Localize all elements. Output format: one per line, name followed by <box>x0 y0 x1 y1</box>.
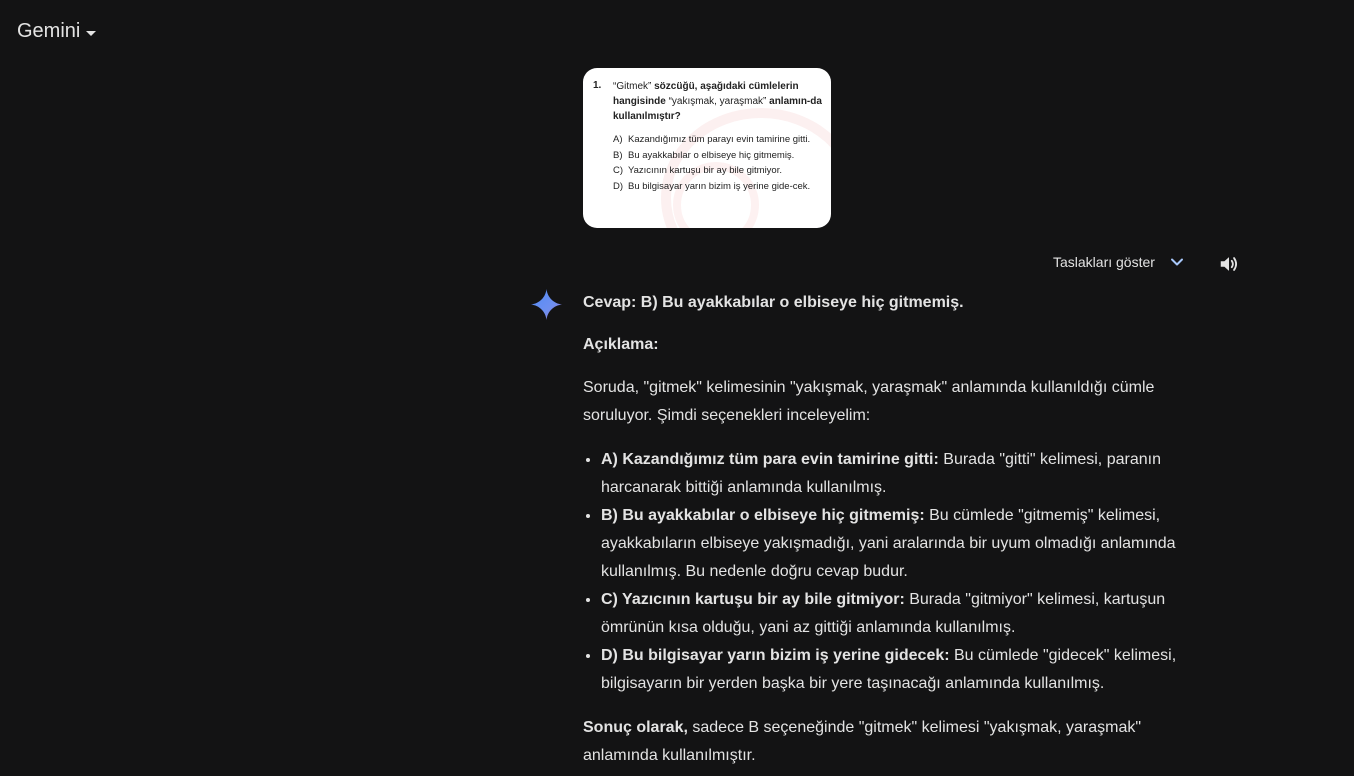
intro-paragraph: Soruda, "gitmek" kelimesinin "yakışmak, yaraşmak" anlamında kullanıldığı cümle soruluyor. Şimdi seçenekleri inceleyelim: <box>583 379 1155 424</box>
question-number: 1. <box>593 80 602 91</box>
list-item: • C) Yazıcının kartuşu bir ay bile gitmiyor: Burada "gitmiyor" kelimesi, kartuşun ömrünün kısa olduğu, yani az gittiği anlamında kullanılmış. <box>601 586 1203 642</box>
uploaded-image[interactable] <box>583 68 831 228</box>
question-text: “Gitmek” sözcüğü, aşağıdaki cümlelerin hangisinde “yakışmak, yaraşmak” anlamın-da kullanılmıştır? <box>613 81 822 122</box>
response-body <box>583 290 1203 770</box>
list-item: • A) Kazandığımız tüm para evin tamirine gitti: Burada "gitti" kelimesi, paranın harcanarak bittiği anlamında kullanılmış. <box>601 446 1203 502</box>
answer-heading: Cevap: B) Bu ayakkabılar o elbiseye hiç gitmemiş. <box>583 294 964 311</box>
list-item: • D) Bu bilgisayar yarın bizim iş yerine gidecek: Bu cümlede "gidecek" kelimesi, bilgisayarın bir yerden başka bir yere taşınacağı anlamında kullanılmış. <box>601 642 1203 698</box>
question-option: C) Yazıcının kartuşu bir ay bile gitmiyor. <box>613 165 782 176</box>
question-option: B) Bu ayakkabılar o elbiseye hiç gitmemiş. <box>613 149 795 161</box>
question-options <box>613 132 828 194</box>
options-list <box>583 446 1203 698</box>
app-title: Gemini <box>17 20 81 42</box>
speaker-icon[interactable] <box>1218 253 1240 275</box>
question-option: A) Kazandığımız tüm parayı evin tamirine gitti. <box>613 134 811 145</box>
show-drafts-label: Taslakları göster <box>1053 254 1155 270</box>
caret-down-icon <box>86 31 96 36</box>
show-drafts-button[interactable] <box>1053 254 1185 270</box>
list-item: • B) Bu ayakkabılar o elbiseye hiç gitmemiş: Bu cümlede "gitmemiş" kelimesi, ayakkabıların elbiseye yakışmadığı, yani aralarında bir uyum olmadığı anlamında kullanılmış. Bu nedenle doğru cevap budur. <box>601 502 1203 586</box>
gemini-sparkle-icon <box>530 288 563 321</box>
explanation-label: Açıklama: <box>583 336 659 353</box>
conclusion-paragraph: Sonuç olarak, sadece B seçeneğinde "gitmek" kelimesi "yakışmak, yaraşmak" anlamında kullanılmıştır. <box>583 719 1142 764</box>
chevron-down-icon <box>1169 254 1185 270</box>
question-option: D) Bu bilgisayar yarın bizim iş yerine gide-cek. <box>613 180 811 192</box>
model-selector[interactable] <box>17 20 96 43</box>
